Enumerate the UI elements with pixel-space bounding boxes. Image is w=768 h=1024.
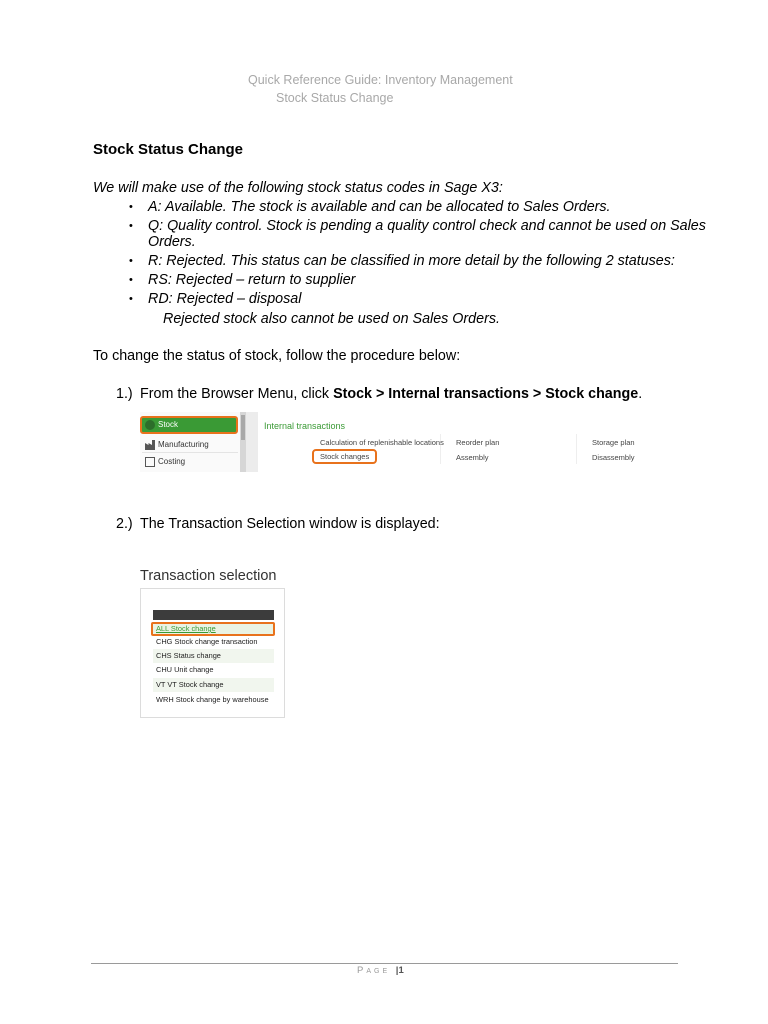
step-1: 1.) From the Browser Menu, click Stock > Internal transactions > Stock change. (116, 386, 643, 402)
link-disassembly[interactable]: Disassembly (592, 453, 635, 462)
link-storage-plan[interactable]: Storage plan (592, 438, 635, 447)
intro-text: We will make use of the following stock status codes in Sage X3: (93, 180, 503, 196)
step-2: 2.) The Transaction Selection window is displayed: (116, 516, 440, 532)
page-word: Page (357, 965, 391, 976)
transaction-row-all[interactable]: ALL Stock change (151, 622, 275, 636)
path-internal-transactions: Internal transactions (388, 386, 529, 402)
footer-divider (91, 963, 678, 964)
column-divider (576, 434, 577, 464)
scrollbar-thumb[interactable] (241, 415, 245, 440)
page-number: 1 (398, 965, 404, 976)
table-header-bar (153, 610, 274, 620)
page-footer (357, 965, 404, 976)
bullet-icon: • (129, 274, 133, 286)
bullet-icon: • (129, 201, 133, 213)
transaction-row-chu[interactable]: CHU Unit change (156, 665, 214, 674)
page-separator: | (395, 965, 399, 976)
list-item: • Q: Quality control. Stock is pending a quality control check and cannot be used on Sales Orders. (129, 218, 706, 250)
list-item: • A: Available. The stock is available and can be allocated to Sales Orders. (129, 199, 611, 215)
calculator-icon (145, 457, 155, 467)
path-stock: Stock (333, 386, 372, 402)
transaction-row-chg[interactable]: CHG Stock change transaction (156, 637, 258, 646)
browser-menu (140, 412, 240, 472)
status-code-list (126, 199, 726, 310)
internal-transactions-heading: Internal transactions (264, 421, 346, 431)
stock-icon (145, 420, 155, 430)
transaction-selection-window (140, 588, 285, 718)
bullet-icon: • (129, 293, 133, 305)
link-assembly[interactable]: Assembly (456, 453, 489, 462)
procedure-intro: To change the status of stock, follow the procedure below: (93, 348, 461, 364)
list-item: • RS: Rejected – return to supplier (129, 272, 356, 288)
link-reorder-plan[interactable]: Reorder plan (456, 438, 500, 447)
step-number: 1.) (116, 386, 133, 402)
step-number: 2.) (116, 516, 133, 532)
link-stock-changes[interactable]: Stock changes (312, 449, 377, 464)
link-calc-replenishable[interactable]: Calculation of replenishable locations (320, 438, 444, 447)
section-title: Stock Status Change (93, 141, 244, 158)
factory-icon (145, 440, 155, 450)
path-stock-change: Stock change (545, 386, 639, 402)
menu-item-manufacturing[interactable]: Manufacturing (142, 437, 238, 453)
header-subtitle: Stock Status Change (276, 91, 394, 105)
rejected-note: Rejected stock also cannot be used on Sales Orders. (163, 311, 500, 327)
bullet-icon: • (129, 220, 133, 232)
menu-item-costing[interactable]: Costing (142, 454, 238, 470)
transaction-row-vt[interactable]: VT VT Stock change (153, 678, 274, 692)
list-item: • RD: Rejected – disposal (129, 291, 302, 307)
transaction-row-chs[interactable]: CHS Status change (153, 649, 274, 663)
list-item: • R: Rejected. This status can be classified in more detail by the following 2 statuses: (129, 253, 675, 269)
menu-item-stock[interactable]: Stock (140, 416, 238, 434)
bullet-icon: • (129, 255, 133, 267)
panel-divider (246, 412, 258, 472)
transaction-selection-title: Transaction selection (140, 568, 277, 584)
browser-menu-screenshot (140, 412, 692, 472)
header-title: Quick Reference Guide: Inventory Management (248, 73, 513, 87)
transaction-row-wrh[interactable]: WRH Stock change by warehouse (156, 695, 269, 704)
